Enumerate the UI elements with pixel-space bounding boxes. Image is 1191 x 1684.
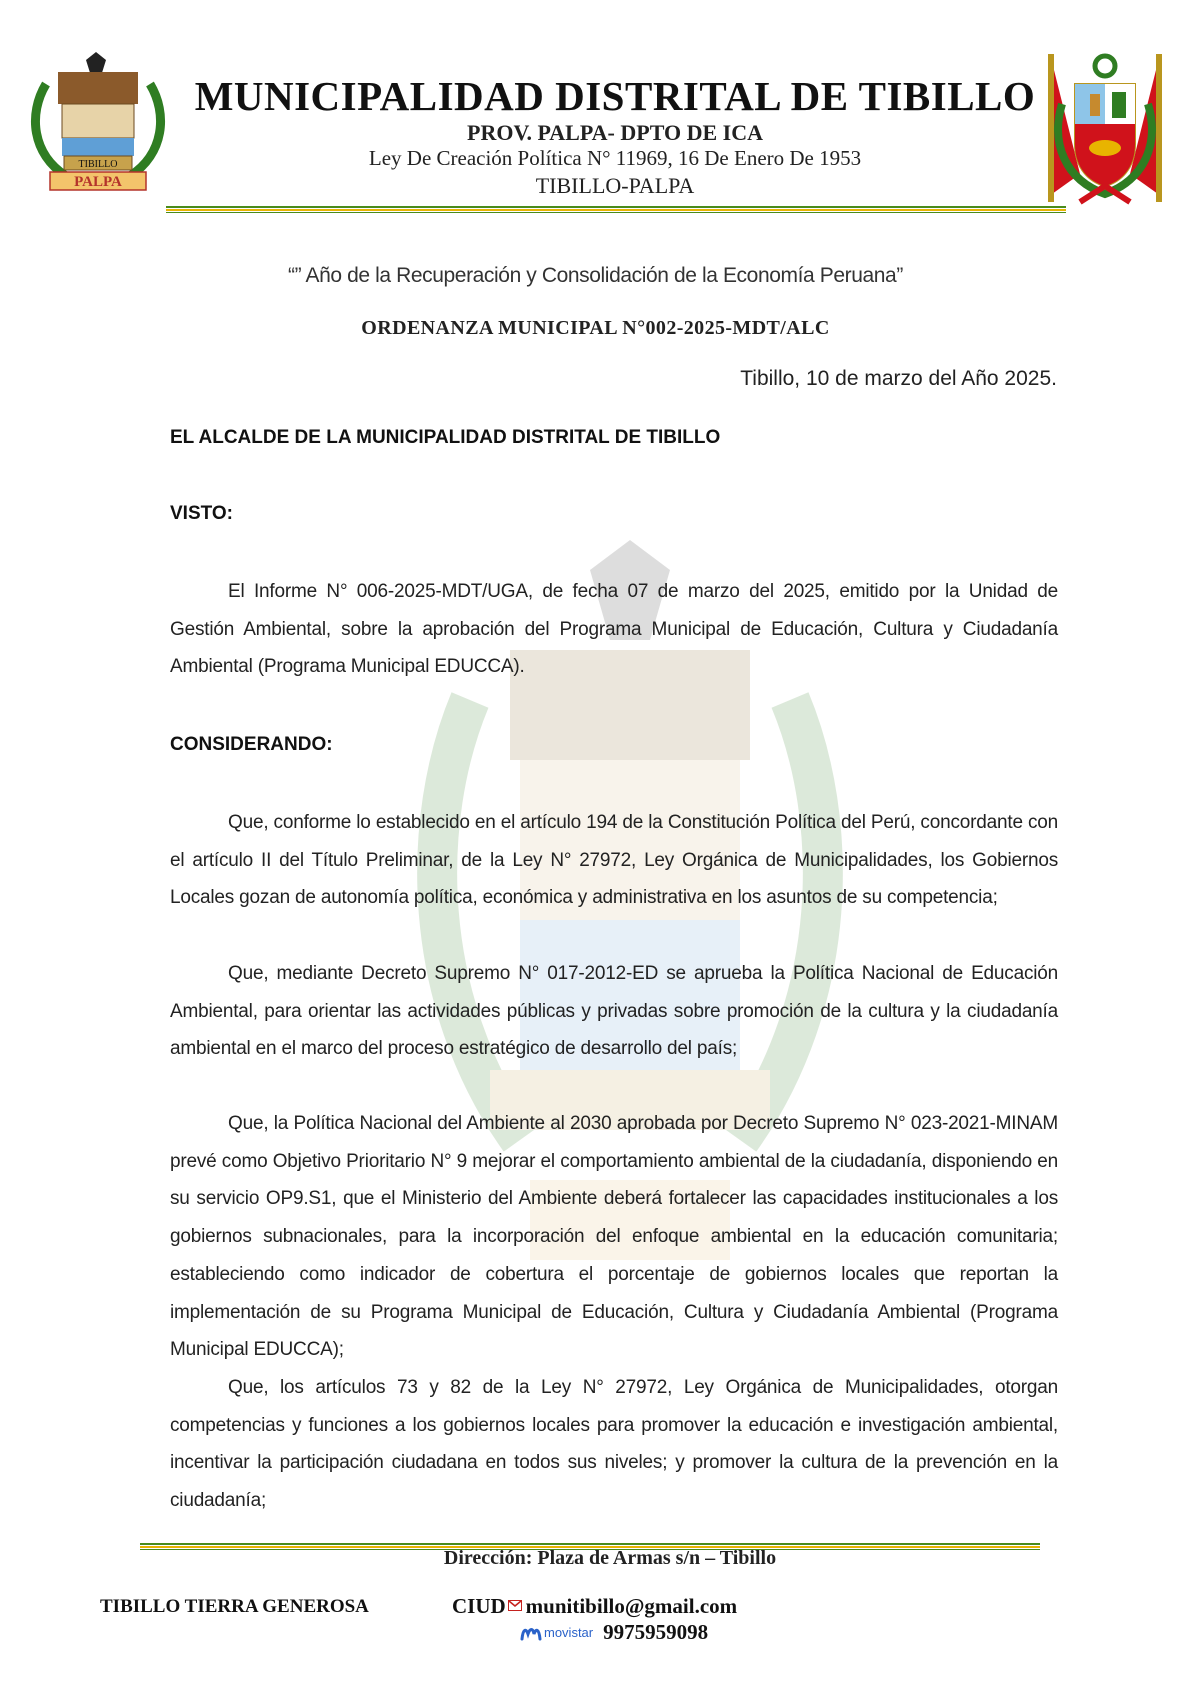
heading-considerando: CONSIDERANDO: (170, 734, 333, 755)
visto-paragraph: El Informe N° 006-2025-MDT/UGA, de fecha 07 de marzo del 2025, emitido por la Unidad de Gestión Ambiental, sobre la aprobación del Programa Municipal de Educación, Cultura y Ciudadanía Ambiental (Programa Municipal EDUCCA). (170, 581, 1058, 678)
peru-coat-of-arms-icon (1040, 44, 1170, 210)
gmail-icon (508, 1600, 522, 1611)
year-motto: “” Año de la Recuperación y Consolidación de la Economía Peruana” (288, 264, 903, 287)
footer-email[interactable]: munitibillo@gmail.com (525, 1594, 738, 1618)
footer-phone[interactable]: 9975959098 (603, 1620, 709, 1644)
footer-phone-block (520, 1620, 708, 1645)
considerando-paragraph-3: Que, la Política Nacional del Ambiente al 2030 aprobada por Decreto Supremo N° 023-2021-MINAM prevé como Objetivo Prioritario N° 9 mejorar el comportamiento ambiental de la ciudadanía, disponiendo en su servicio OP9.S1, que el Ministerio del Ambiente deberá fortalecer las capacidades institucionales a los gobiernos subnacionales, para la incorporación del enfoque ambiental en la educación comunitaria; estableciendo como indicador de cobertura el porcentaje de gobiernos locales que reportan la implementación de su Programa Municipal de Educación, Cultura y Ciudadanía Ambiental (Programa Municipal EDUCCA); (170, 1113, 1058, 1361)
considerando-paragraph-2: Que, mediante Decreto Supremo N° 017-2012-ED se aprueba la Política Nacional de Educación Ambiental, para orientar las actividades públicas y privadas sobre promoción de la cultura y la ciudadanía ambiental en el marco del proceso estratégico de desarrollo del país; (170, 963, 1058, 1060)
movistar-logo-icon (520, 1625, 542, 1641)
carrier-label: movistar (544, 1625, 594, 1640)
ordinance-title: ORDENANZA MUNICIPAL N°002-2025-MDT/ALC (361, 317, 830, 339)
city-line: TIBILLO-PALPA (535, 173, 695, 198)
footer-email-prefix: CIUD (452, 1594, 506, 1618)
header-divider (166, 206, 1066, 213)
date-line: Tibillo, 10 de marzo del Año 2025. (740, 367, 1057, 390)
footer-motto: TIBILLO TIERRA GENEROSA (100, 1596, 369, 1617)
municipality-title: MUNICIPALIDAD DISTRITAL DE TIBILLO (194, 73, 1036, 119)
considerando-paragraph-4: Que, los artículos 73 y 82 de la Ley N° 27972, Ley Orgánica de Municipalidades, otorgan competencias y funciones a los gobiernos locales para promover la educación e investigación ambiental, incentivar la participación ciudadana en todos sus niveles; y promover la cultura de la prevención en la ciudadanía; (170, 1377, 1058, 1512)
footer-email-block (452, 1594, 737, 1619)
province-line: PROV. PALPA- DPTO DE ICA (467, 120, 763, 145)
heading-visto: VISTO: (170, 503, 233, 524)
creation-law-line: Ley De Creación Política N° 11969, 16 De Enero De 1953 (368, 146, 862, 170)
svg-text:PALPA: PALPA (74, 174, 122, 190)
considerando-paragraph-1: Que, conforme lo establecido en el artículo 194 de la Constitución Política del Perú, concordante con el artículo II del Título Preliminar, de la Ley N° 27972, Ley Orgánica de Municipalidades, los Gobiernos Locales gozan de autonomía política, económica y administrativa en los asuntos de su competencia; (170, 812, 1058, 909)
svg-text:TIBILLO: TIBILLO (78, 159, 118, 170)
heading-mayor: EL ALCALDE DE LA MUNICIPALIDAD DISTRITAL DE TIBILLO (170, 427, 721, 448)
footer-address: Dirección: Plaza de Armas s/n – Tibillo (443, 1547, 777, 1569)
